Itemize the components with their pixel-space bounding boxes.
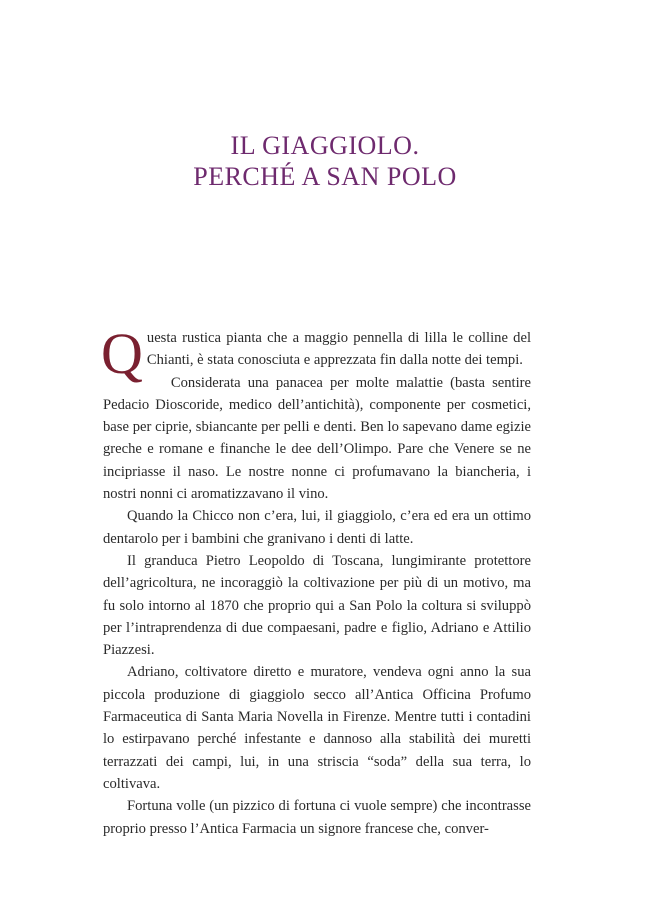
paragraph-1-text: uesta rustica pianta che a maggio pennella di lilla le colline del Chianti, è stata conosciuta e apprezzata fin dalla notte dei tempi. xyxy=(146,330,531,369)
chapter-body xyxy=(101,321,531,840)
chapter-title-line-2: PERCHÉ A SAN POLO xyxy=(193,162,457,191)
chapter-title xyxy=(0,130,650,192)
paragraph-3: Quando la Chicco non c’era, lui, il giaggiolo, c’era ed era un ottimo dentarolo per i bambini che granivano i denti di latte. xyxy=(103,508,531,547)
drop-cap: Q xyxy=(101,321,143,386)
paragraph-1 xyxy=(101,321,531,386)
paragraph-5: Adriano, coltivatore diretto e muratore, vendeva ogni anno la sua piccola produzione di giaggiolo secco all’Antica Officina Profumo Farmaceutica di Santa Maria Novella in Firenze. Mentre tutti i contadini lo estirpavano perché infestante e dannoso alla stabilità dei muretti terrazzati dei campi, lui, in una striscia “soda” della sua terra, lo coltivava. xyxy=(103,664,531,792)
paragraph-2: Considerata una panacea per molte malattie (basta sentire Pedacio Dioscoride, medico dell’antichità), componente per cosmetici, base per ciprie, sbiancante per pelli e denti. Ben lo sapevano dame egizie greche e romane e finanche le dee dell’Olimpo. Pare che Venere se ne incipriasse il naso. Le nostre nonne ci profumavano la biancheria, i nostri nonni ci aromatizzavano il vino. xyxy=(103,374,531,503)
paragraph-4: Il granduca Pietro Leopoldo di Toscana, lungimirante protettore dell’agricoltura, ne incoraggiò la coltivazione per più di un motivo, ma fu solo intorno al 1870 che proprio qui a San Polo la coltura si sviluppò per l’intraprendenza di due compaesani, padre e figlio, Adriano e Attilio Piazzesi. xyxy=(103,552,531,659)
paragraph-6: Fortuna volle (un pizzico di fortuna ci vuole sempre) che incontrasse proprio presso l’Antica Farmacia un signore francese che, conver- xyxy=(103,798,531,837)
chapter-title-line-1: IL GIAGGIOLO. xyxy=(230,131,420,160)
